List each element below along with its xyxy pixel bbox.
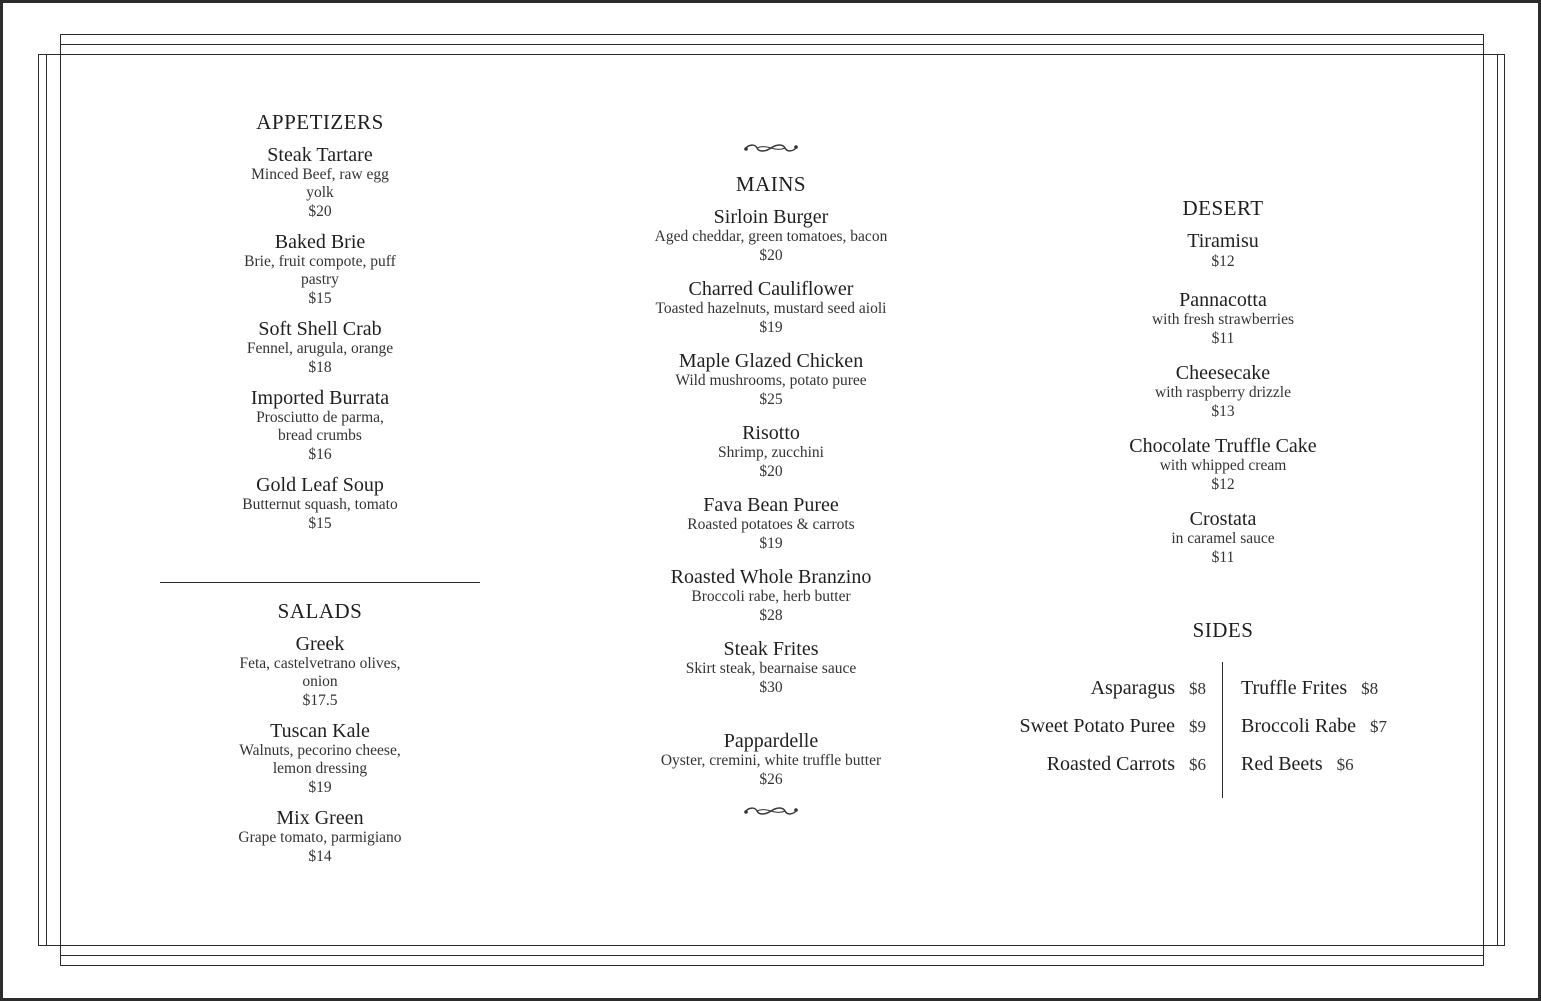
side-item (1091, 676, 1206, 701)
section-divider (160, 582, 480, 583)
menu-item (1068, 508, 1378, 567)
item-name: Pannacotta (1179, 289, 1267, 311)
item-price: $12 (1211, 476, 1235, 493)
item-name: Pappardelle (723, 730, 819, 752)
ornamental-flourish-icon (743, 140, 799, 156)
ornamental-flourish-icon (743, 803, 799, 819)
menu-item (600, 566, 942, 625)
item-name: Roasted Whole Branzino (670, 566, 872, 588)
item-price: $13 (1211, 403, 1235, 420)
item-description: Butternut squash, tomato (242, 496, 398, 513)
frame-corner (1484, 945, 1505, 946)
menu-item (600, 422, 942, 481)
item-price: $17.5 (302, 692, 338, 709)
sides-title: SIDES (1192, 618, 1254, 642)
menu-item (600, 638, 942, 697)
item-name: Fava Bean Puree (703, 494, 839, 516)
item-price: $12 (1211, 253, 1235, 270)
item-price: $20 (308, 203, 332, 220)
item-price: $11 (1211, 549, 1235, 566)
item-description: with fresh strawberries (1151, 311, 1295, 328)
menu-item (600, 206, 942, 265)
menu-item (600, 730, 942, 789)
item-price: $25 (759, 391, 783, 408)
frame-corner (1484, 54, 1505, 55)
item-name: Baked Brie (274, 231, 366, 253)
item-description: Skirt steak, bearnaise sauce (685, 660, 857, 677)
item-description: Shrimp, zucchini (718, 444, 824, 461)
menu-item (600, 278, 942, 337)
item-price: $26 (759, 771, 783, 788)
item-name: Maple Glazed Chicken (678, 350, 864, 372)
item-description: Grape tomato, parmigiano (238, 829, 402, 846)
item-name: Sirloin Burger (713, 206, 829, 228)
menu-item (1068, 289, 1378, 348)
frame-corner (1483, 34, 1484, 56)
item-price: $28 (759, 607, 783, 624)
item-name: Crostata (1189, 508, 1257, 530)
item-price: $15 (308, 290, 332, 307)
side-price: $7 (1369, 717, 1387, 736)
item-description: Feta, castelvetrano olives, onion (239, 655, 401, 690)
item-description: Prosciutto de parma, bread crumbs (256, 409, 384, 444)
item-name: Cheesecake (1175, 362, 1271, 384)
side-item (1241, 752, 1354, 777)
item-description: Fennel, arugula, orange (246, 340, 394, 357)
menu-item (600, 350, 942, 409)
side-name: Broccoli Rabe (1241, 715, 1356, 737)
item-price: $14 (308, 848, 332, 865)
item-name: Charred Cauliflower (688, 278, 854, 300)
frame-gap (48, 46, 1496, 53)
item-description: Toasted hazelnuts, mustard seed aioli (655, 300, 887, 317)
item-price: $11 (1211, 330, 1235, 347)
frame-corner (38, 945, 60, 946)
item-price: $15 (308, 515, 332, 532)
item-name: Risotto (742, 422, 800, 444)
frame-corner (60, 34, 61, 56)
item-price: $30 (759, 679, 783, 696)
side-name: Red Beets (1241, 753, 1323, 775)
menu-item (160, 807, 480, 866)
side-price: $9 (1189, 717, 1206, 736)
item-price: $19 (308, 779, 332, 796)
appetizers-title: APPETIZERS (256, 110, 384, 134)
desert-section (1068, 194, 1378, 577)
item-name: Steak Tartare (267, 144, 373, 166)
side-name: Roasted Carrots (1046, 753, 1175, 775)
item-name: Chocolate Truffle Cake (1129, 435, 1317, 457)
item-name: Greek (295, 633, 345, 655)
side-item (1047, 752, 1206, 777)
mains-title: MAINS (735, 172, 807, 196)
frame-gap (48, 947, 1496, 954)
item-price: $19 (759, 319, 783, 336)
salads-section (160, 597, 480, 876)
item-name: Tuscan Kale (270, 720, 370, 742)
menu-item (160, 720, 480, 797)
item-name: Tiramisu (1187, 230, 1259, 252)
side-price: $6 (1189, 755, 1206, 774)
item-description: with whipped cream (1159, 457, 1287, 474)
item-description: Brie, fruit compote, puff pastry (244, 253, 396, 288)
item-price: $16 (308, 446, 332, 463)
appetizers-section (160, 108, 480, 543)
salads-title: SALADS (277, 599, 363, 623)
menu-item (160, 633, 480, 710)
frame-corner (1483, 945, 1484, 966)
side-name: Asparagus (1090, 677, 1175, 699)
menu-item (160, 474, 480, 533)
menu-item (160, 231, 480, 308)
menu-item (160, 318, 480, 377)
side-price: $8 (1361, 679, 1379, 698)
side-item (1241, 676, 1378, 701)
item-description: Minced Beef, raw egg yolk (251, 166, 389, 201)
item-name: Gold Leaf Soup (256, 474, 384, 496)
item-description: Broccoli rabe, herb butter (691, 588, 851, 605)
side-name: Sweet Potato Puree (1019, 715, 1175, 737)
desert-title: DESERT (1182, 196, 1264, 220)
menu-item (160, 387, 480, 464)
frame-corner (38, 54, 60, 55)
sides-divider (1222, 662, 1223, 798)
item-description: Oyster, cremini, white truffle butter (660, 752, 882, 769)
side-price: $6 (1336, 755, 1354, 774)
item-price: $20 (759, 463, 783, 480)
item-name: Soft Shell Crab (258, 318, 382, 340)
item-description: Wild mushrooms, potato puree (675, 372, 867, 389)
side-item (1241, 714, 1387, 739)
item-price: $18 (308, 359, 332, 376)
menu-item (600, 494, 942, 553)
item-description: Walnuts, pecorino cheese, lemon dressing (239, 742, 401, 777)
item-description: Aged cheddar, green tomatoes, bacon (654, 228, 888, 245)
frame-corner (60, 945, 61, 966)
item-name: Steak Frites (723, 638, 819, 660)
item-description: Roasted potatoes & carrots (687, 516, 855, 533)
item-name: Imported Burrata (250, 387, 390, 409)
menu-item (1068, 362, 1378, 421)
menu-item (1068, 435, 1378, 494)
item-name: Mix Green (276, 807, 364, 829)
item-price: $20 (759, 247, 783, 264)
side-name: Truffle Frites (1241, 677, 1348, 699)
item-description: in caramel sauce (1171, 530, 1275, 547)
item-price: $19 (759, 535, 783, 552)
menu-item (160, 144, 480, 221)
menu-item (1068, 230, 1378, 271)
side-item (1019, 714, 1206, 739)
side-price: $8 (1189, 679, 1206, 698)
item-description: with raspberry drizzle (1155, 384, 1291, 401)
mains-section (600, 140, 942, 819)
